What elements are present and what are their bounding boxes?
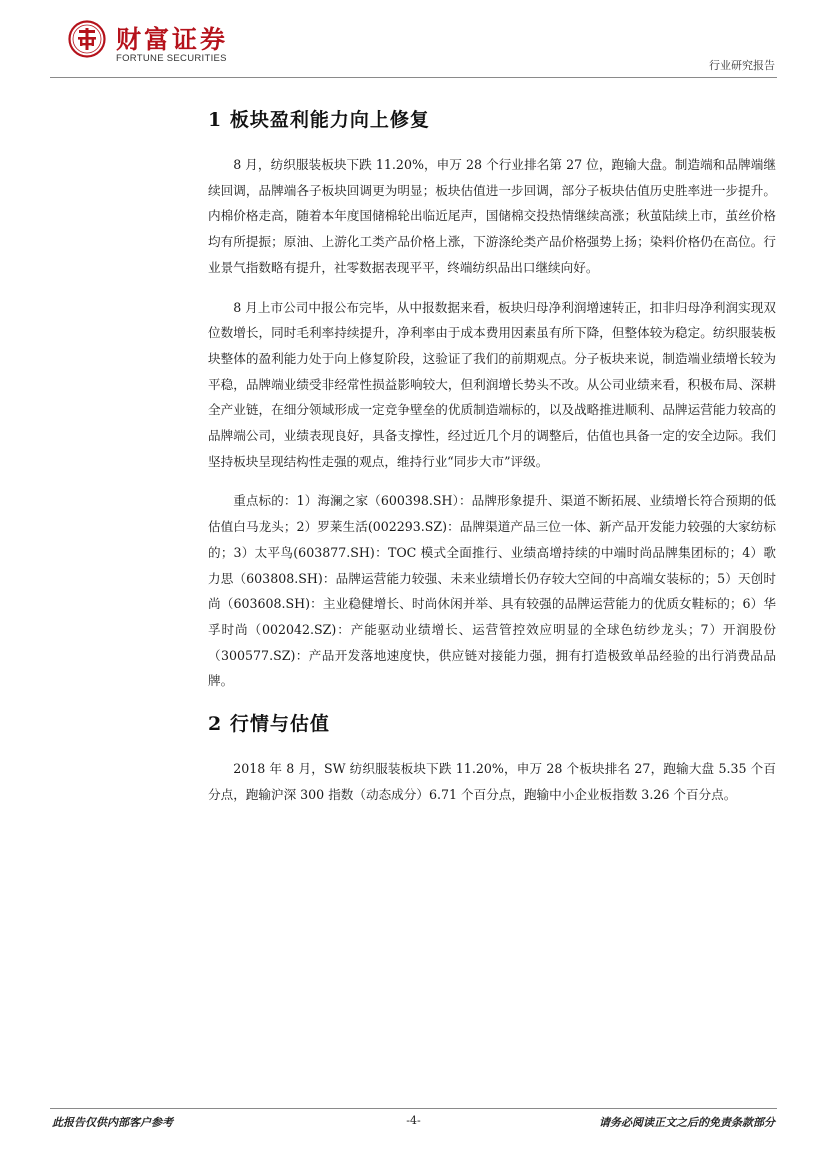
brand-name-en: FORTUNE SECURITIES — [116, 53, 227, 64]
page-header — [0, 0, 827, 80]
section-1-heading: 1 板块盈利能力向上修复 — [208, 109, 430, 131]
section-1-paragraph-2: 8 月上市公司中报公布完毕，从中报数据来看，板块归母净利润增速转正，扣非归母净利润实现双位数增长，同时毛利率持续提升，净利率由于成本费用因素虽有所下降，但整体较为稳定。纺织服装板块整体的盈利能力处于向上修复阶段，这验证了我们的前期观点。分子板块来说，制造端业绩增长较为平稳，品牌端业绩受非经常性损益影响较大，但利润增长势头不改。从公司业绩来看，积极布局、深耕全产业链，在细分领域形成一定竞争壁垒的优质制造端标的，以及战略推进顺利、品牌运营能力较高的品牌端公司，业绩表现良好，具备支撑性，经过近几个月的调整后，估值也具备一定的安全边际。我们坚持板块呈现结构性走强的观点，维持行业“同步大市”评级。 — [208, 299, 776, 469]
section-1-paragraph-1: 8 月，纺织服装板块下跌 11.20%，申万 28 个行业排名第 27 位，跑输大盘。制造端和品牌端继续回调，品牌端各子板块回调更为明显；板块估值进一步回调，部分子板块估值历史胜率进一步提升。内棉价格走高，随着本年度国储棉轮出临近尾声，国储棉交投热情继续高涨；秋茧陆续上市，茧丝价格均有所提振；原油、上游化工类产品价格上涨，下游涤纶类产品价格强势上扬；染料价格仍在高位。行业景气指数略有提升，社零数据表现平平，终端纺织品出口继续向好。 — [208, 157, 776, 275]
report-body — [208, 104, 776, 821]
page-number: -4- — [406, 1114, 421, 1127]
brand-name-cn: 财富证券 — [116, 25, 229, 54]
fortune-securities-logo-icon — [68, 20, 106, 58]
section-2-paragraph-1: 2018 年 8 月，SW 纺织服装板块下跌 11.20%，申万 28 个板块排名 27，跑输大盘 5.35 个百分点，跑输沪深 300 指数（动态成分）6.71 个百分点，跑输中小企业板指数 3.26 个百分点。 — [208, 761, 776, 802]
header-divider — [50, 77, 777, 78]
report-type-label: 行业研究报告 — [709, 59, 775, 72]
section-2-heading: 2 行情与估值 — [208, 713, 330, 736]
footer-divider — [50, 1108, 777, 1109]
section-1-paragraph-3: 重点标的：1）海澜之家（600398.SH）：品牌形象提升、渠道不断拓展、业绩增长符合预期的低估值白马龙头；2）罗莱生活(002293.SZ)：品牌渠道产品三位一体、新产品开发能力较强的大家纺标的；3）太平鸟(603877.SH)：TOC 模式全面推行、业绩高增持续的中端时尚品牌集团标的；4）歌力思（603808.SH)：品牌运营能力较强、未来业绩增长仍存较大空间的中高端女装标的；5）天创时尚（603608.SH)：主业稳健增长、时尚休闲并举、具有较强的品牌运营能力的优质女鞋标的；6）华孚时尚（002042.SZ)：产能驱动业绩增长、运营管控效应明显的全球色纺纱龙头；7）开润股份（300577.SZ)：产品开发落地速度快，供应链对接能力强，拥有打造极致单品经验的出行消费品品牌。 — [208, 493, 776, 689]
footer-disclaimer-right: 请务必阅读正文之后的免责条款部分 — [599, 1116, 775, 1129]
footer-disclaimer-left: 此报告仅供内部客户参考 — [52, 1116, 173, 1129]
